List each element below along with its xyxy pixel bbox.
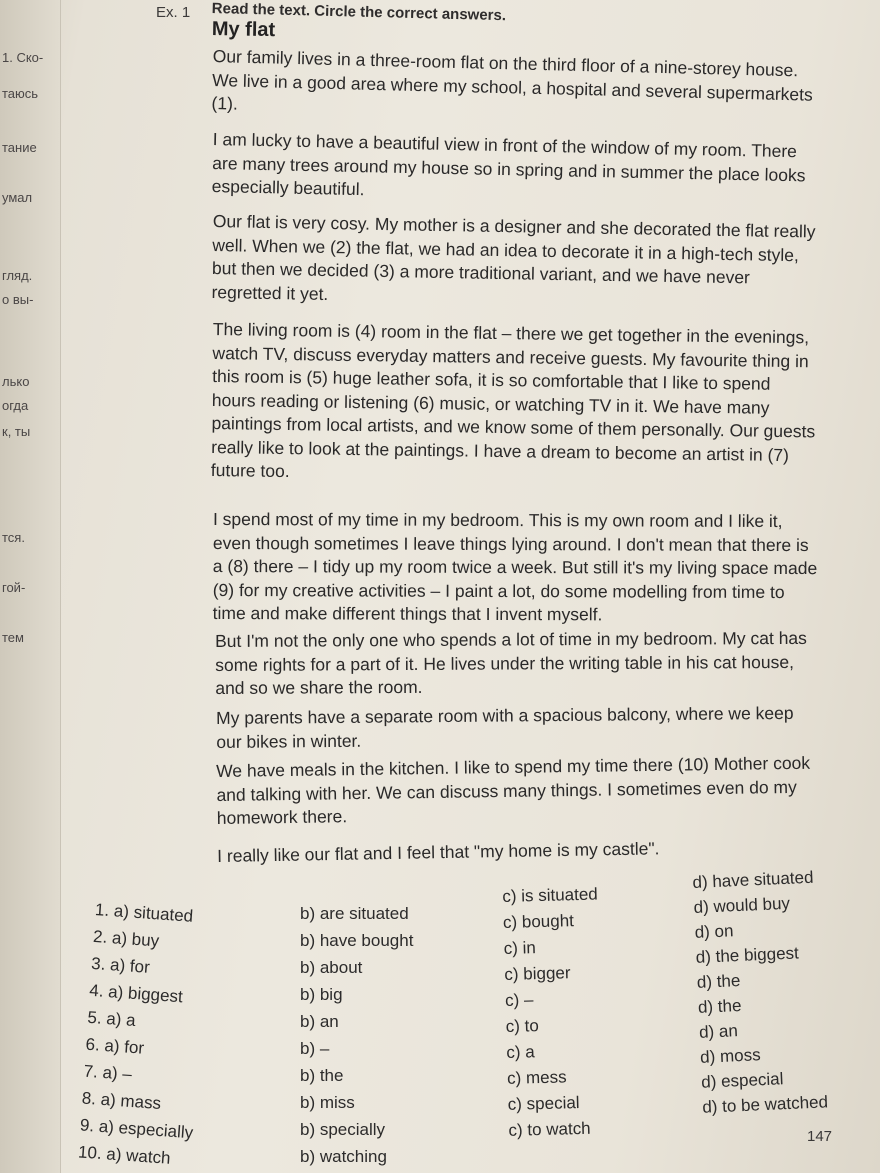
paragraph: I spend most of my time in my bedroom. This is my own room and I like it, even though sometimes I leave things lying around. I don't mean that there is a (8) there – I tidy up my room twice a week. But still it's my living space made (9) for my creative activities – I paint a lot, do some modelling from time to time and make different things that I invent myself. xyxy=(212,509,818,625)
answer-option: 9. a) especially xyxy=(79,1115,194,1143)
answer-option: d) an xyxy=(698,1021,739,1042)
page-number: 147 xyxy=(807,1128,833,1145)
margin-fragment: огда xyxy=(2,398,29,413)
answer-option: 1. a) situated xyxy=(94,899,194,926)
margin-fragment: к, ты xyxy=(2,424,31,439)
answer-option: b) an xyxy=(300,1012,339,1031)
answer-option: 8. a) mass xyxy=(81,1088,162,1114)
answer-column-d xyxy=(692,865,828,1120)
answer-option: d) especial xyxy=(700,1069,784,1092)
answer-option: d) would buy xyxy=(693,893,791,917)
paragraph: But I'm not the only one who spends a lot of time in my bedroom. My cat has some rights for a part of it. He lives under the writing table in his cat house, and so we share the room. xyxy=(215,627,807,698)
answer-option: c) bigger xyxy=(504,963,571,984)
paragraph: We have meals in the kitchen. I like to spend my time there (10) Mother cook and talking with her. We can discuss many things. I sometimes even do my homework there. xyxy=(216,752,811,828)
paragraph: The living room is (4) room in the flat – there we get together in the evenings, watch TV, discuss everyday matters and receive guests. My favourite thing in this room is (5) huge leather sofa, it is so comfortable that I like to spend hours reading or listening (6) music, or watching TV in it. We have many paintings from local artists, and we know some of them personally. Our guests really like to look at the paintings. I have a dream to become an artist in (7) future too. xyxy=(210,318,816,482)
paragraph: My parents have a separate room with a spacious balcony, where we keep our bikes in winter. xyxy=(216,702,794,752)
answer-option: d) the xyxy=(696,971,741,992)
margin-fragment: гляд. xyxy=(2,268,33,283)
answer-option: b) about xyxy=(300,958,363,977)
answer-column-b xyxy=(300,900,413,1170)
answer-option: b) watching xyxy=(300,1147,387,1166)
margin-fragment: лько xyxy=(2,374,30,389)
paragraph: I really like our flat and I feel that "my home is my castle". xyxy=(217,838,660,866)
answer-column-c xyxy=(502,882,604,1144)
answer-option: b) are situated xyxy=(300,904,409,923)
answer-option: c) mess xyxy=(506,1067,567,1088)
paragraph: Our family lives in a three-room flat on the third floor of a nine-storey house. We live in a good area where my school, a hospital and several supermarkets (1). xyxy=(211,45,814,114)
exercise-instruction: Read the text. Circle the correct answers. xyxy=(211,0,507,25)
answer-option: c) – xyxy=(504,990,534,1010)
answer-option: c) to watch xyxy=(508,1118,591,1140)
answer-option: 5. a) a xyxy=(86,1007,137,1031)
text-title: My flat xyxy=(211,18,276,42)
answer-option: 10. a) watch xyxy=(77,1142,172,1168)
answer-option: 2. a) buy xyxy=(92,926,160,951)
margin-fragment: тание xyxy=(2,140,37,155)
answer-option: d) on xyxy=(694,921,734,942)
answer-option: 3. a) for xyxy=(90,953,151,977)
margin-fragment: гой- xyxy=(2,580,26,595)
answer-option: c) a xyxy=(506,1042,535,1062)
paragraph: I am lucky to have a beautiful view in front of the window of my room. There are many trees around my house so in spring and in summer the place looks especially beautiful. xyxy=(211,128,806,200)
answer-option: c) in xyxy=(503,938,537,958)
answer-option: b) miss xyxy=(300,1093,355,1112)
paragraph: Our flat is very cosy. My mother is a designer and she decorated the flat really well. When we (2) the flat, we had an idea to decorate it in a high-tech style, but then we decided (3) a more traditional variant, and we have never regretted it yet. xyxy=(211,210,816,304)
answer-option: c) special xyxy=(507,1093,580,1114)
answer-option: 7. a) – xyxy=(83,1061,133,1084)
answer-option: d) have situated xyxy=(692,867,814,892)
answer-option: d) moss xyxy=(699,1045,762,1067)
margin-fragment: тем xyxy=(2,630,24,645)
answer-column-a xyxy=(77,896,209,1173)
answer-option: b) big xyxy=(300,985,343,1004)
margin-fragment: умал xyxy=(2,190,33,205)
answer-option: c) to xyxy=(505,1016,540,1036)
margin-fragment: о вы- xyxy=(2,292,34,307)
answer-option: d) the biggest xyxy=(695,943,800,967)
answer-option: b) the xyxy=(300,1066,344,1085)
answer-option: d) the xyxy=(697,995,742,1017)
margin-fragment: таюсь xyxy=(2,86,39,101)
answer-option: c) is situated xyxy=(502,884,598,906)
margin-fragment: тся. xyxy=(2,530,25,545)
answer-option: b) – xyxy=(300,1039,330,1058)
answer-option: 6. a) for xyxy=(84,1034,145,1058)
margin-fragment: 1. Ско- xyxy=(2,50,44,65)
answer-option: c) bought xyxy=(502,911,575,932)
answer-option: 4. a) biggest xyxy=(88,980,184,1007)
answer-option: b) have bought xyxy=(300,931,414,950)
answer-option: b) specially xyxy=(300,1120,386,1139)
left-page-margin xyxy=(0,0,61,1173)
answer-option: d) to be watched xyxy=(701,1092,829,1117)
exercise-label: Ex. 1 xyxy=(156,4,191,21)
